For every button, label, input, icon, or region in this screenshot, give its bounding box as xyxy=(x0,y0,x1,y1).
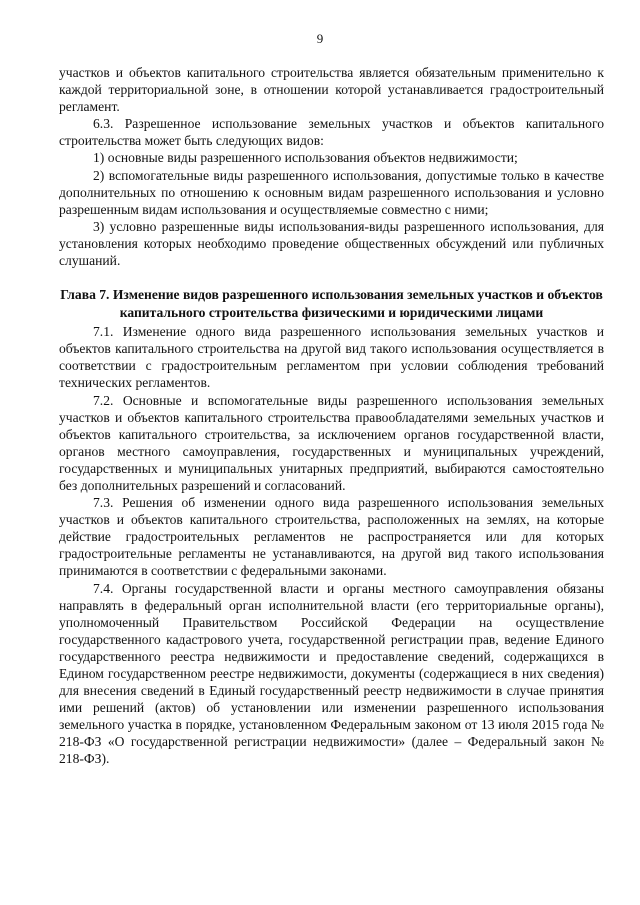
paragraph-7-1: 7.1. Изменение одного вида разрешенного использования земельных участков и объектов капитального строительства на другой вид такого использования осуществляется в соответствии с градостроительным регламентом при условии соблюдения требований технических регламентов. xyxy=(59,324,604,391)
page-number: 9 xyxy=(316,31,324,46)
list-item-2: 2) вспомогательные виды разрешенного использования, допустимые только в качестве дополнительных по отношению к основным видам разрешенного использования и условно разрешенным видам использования и осуществляемые совместно с ними; xyxy=(59,167,604,217)
chapter-heading: Глава 7. Изменение видов разрешенного использования земельных участков и объектов капитального строительства физическими и юридическими лицами xyxy=(60,287,603,320)
list-item-1: 1) основные виды разрешенного использования объектов недвижимости; xyxy=(93,150,518,166)
paragraph-continuation: участков и объектов капитального строительства является обязательным применительно к каждой территориальной зоне, в отношении которой устанавливается градостроительный регламент. xyxy=(59,65,604,115)
document-body xyxy=(59,64,604,768)
paragraph-7-4: 7.4. Органы государственной власти и органы местного самоуправления обязаны направлять в федеральный орган исполнительной власти (его территориальные органы), уполномоченный Правительством Российской Федерации на осуществление государственного кадастрового учета, государственной регистрации прав, ведение Единого государственного реестра недвижимости и предоставление сведений, содержащихся в Едином государственном реестре недвижимости, документы (содержащиеся в них сведения) для внесения сведений в Единый государственный реестр недвижимости в случае принятия ими решений (актов) об установлении или изменении разрешенного использования земельного участка в порядке, установленном Федеральным законом от 13 июля 2015 года № 218-ФЗ «О государственной регистрации недвижимости» (далее – Федеральный закон № 218-ФЗ). xyxy=(59,580,604,767)
paragraph-7-2: 7.2. Основные и вспомогательные виды разрешенного использования земельных участков и объектов капитального строительства правообладателями земельных участков и объектов капитального строительства, за исключением органов государственной власти, органов местного самоуправления, государственных и муниципальных учреждений, государственных и муниципальных унитарных предприятий, выбираются самостоятельно без дополнительных разрешений и согласований. xyxy=(59,392,604,493)
paragraph-7-3: 7.3. Решения об изменении одного вида разрешенного использования земельных участков и объектов капитального строительства, расположенных на землях, на которые действие градостроительных регламентов не распространяется или для которых градостроительные регламенты не устанавливаются, на другой вид такого использования принимаются в соответствии с федеральными законами. xyxy=(59,495,604,579)
list-item-3: 3) условно разрешенные виды использования-виды разрешенного использования, для установления которых необходимо проведение общественных обсуждений или публичных слушаний. xyxy=(59,218,604,269)
paragraph-6-3: 6.3. Разрешенное использование земельных участков и объектов капитального строительства может быть следующих видов: xyxy=(59,116,604,149)
